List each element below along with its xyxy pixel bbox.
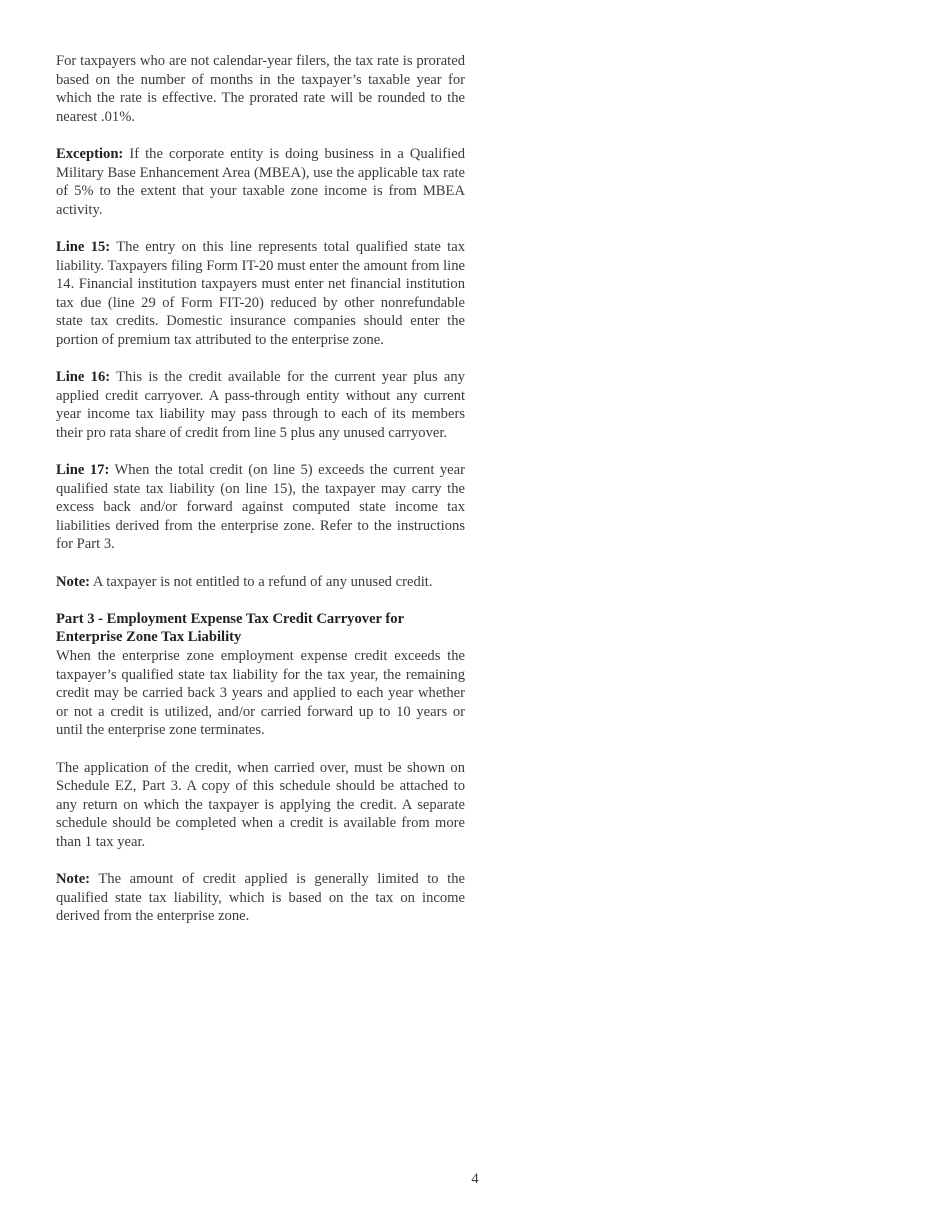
exception-paragraph [56, 145, 465, 219]
text-column [56, 52, 465, 945]
refund-note-paragraph [56, 573, 465, 592]
exception-lead: Exception: [56, 145, 124, 162]
application-paragraph [56, 759, 465, 852]
part-3-heading: Part 3 - Employment Expense Tax Credit Carryover for Enterprise Zone Tax Liability [56, 610, 404, 646]
line-17-lead: Line 17: [56, 462, 110, 479]
limit-note-paragraph [56, 870, 465, 926]
part-3-body: When the enterprise zone employment expense credit exceeds the taxpayer’s qualified state tax liability for the tax year, the remaining credit may be carried back 3 years and applied to each year whether or not a credit is utilized, and/or carried forward up to 10 years or until the enterprise zone terminates. [56, 648, 465, 739]
refund-note-text: A taxpayer is not entitled to a refund of any unused credit. [90, 573, 433, 590]
line-15-paragraph [56, 238, 465, 350]
line-17-text: When the total credit (on line 5) exceeds the current year qualified state tax liability (on line 15), the taxpayer may carry the excess back and/or forward against computed state income tax liabilities derived from the enterprise zone. Refer to the instructions for Part 3. [56, 462, 465, 553]
line-17-paragraph [56, 461, 465, 554]
exception-text: If the corporate entity is doing business in a Qualified Military Base Enhancement Area (MBEA), use the applicable tax rate of 5% to the extent that your taxable zone income is from MBEA activity. [56, 145, 465, 218]
line-16-text: This is the credit available for the current year plus any applied credit carryover. A pass-through entity without any current year income tax liability may pass through to each of its members their pro rata share of credit from line 5 plus any unused carryover. [56, 369, 466, 441]
page-number: 4 [471, 1171, 479, 1187]
refund-note-lead: Note: [56, 573, 91, 590]
line-15-text: The entry on this line represents total qualified state tax liability. Taxpayers filing Form IT-20 must enter the amount from line 14. Financial institution taxpayers must enter net financial institution tax due (line 29 of Form FIT-20) reduced by other nonrefundable state tax credits. Domestic insurance companies should enter the portion of premium tax attributed to the enterprise zone. [56, 238, 466, 348]
proration-text: For taxpayers who are not calendar-year filers, the tax rate is prorated based on the number of months in the taxpayer’s taxable year for which the rate is effective. The prorated rate will be rounded to the nearest .01%. [56, 53, 465, 125]
limit-note-lead: Note: [56, 871, 91, 888]
limit-note-text: The amount of credit applied is generally limited to the qualified state tax liability, which is based on the tax on income derived from the enterprise zone. [56, 871, 465, 925]
proration-paragraph [56, 52, 465, 126]
line-16-lead: Line 16: [56, 369, 111, 386]
line-16-paragraph [56, 368, 465, 442]
application-text: The application of the credit, when carried over, must be shown on Schedule EZ, Part 3. A copy of this schedule should be attached to any return on which the taxpayer is applying the credit. A separate schedule should be completed when a credit is available from more than 1 tax year. [56, 759, 465, 850]
line-15-lead: Line 15: [56, 238, 111, 255]
